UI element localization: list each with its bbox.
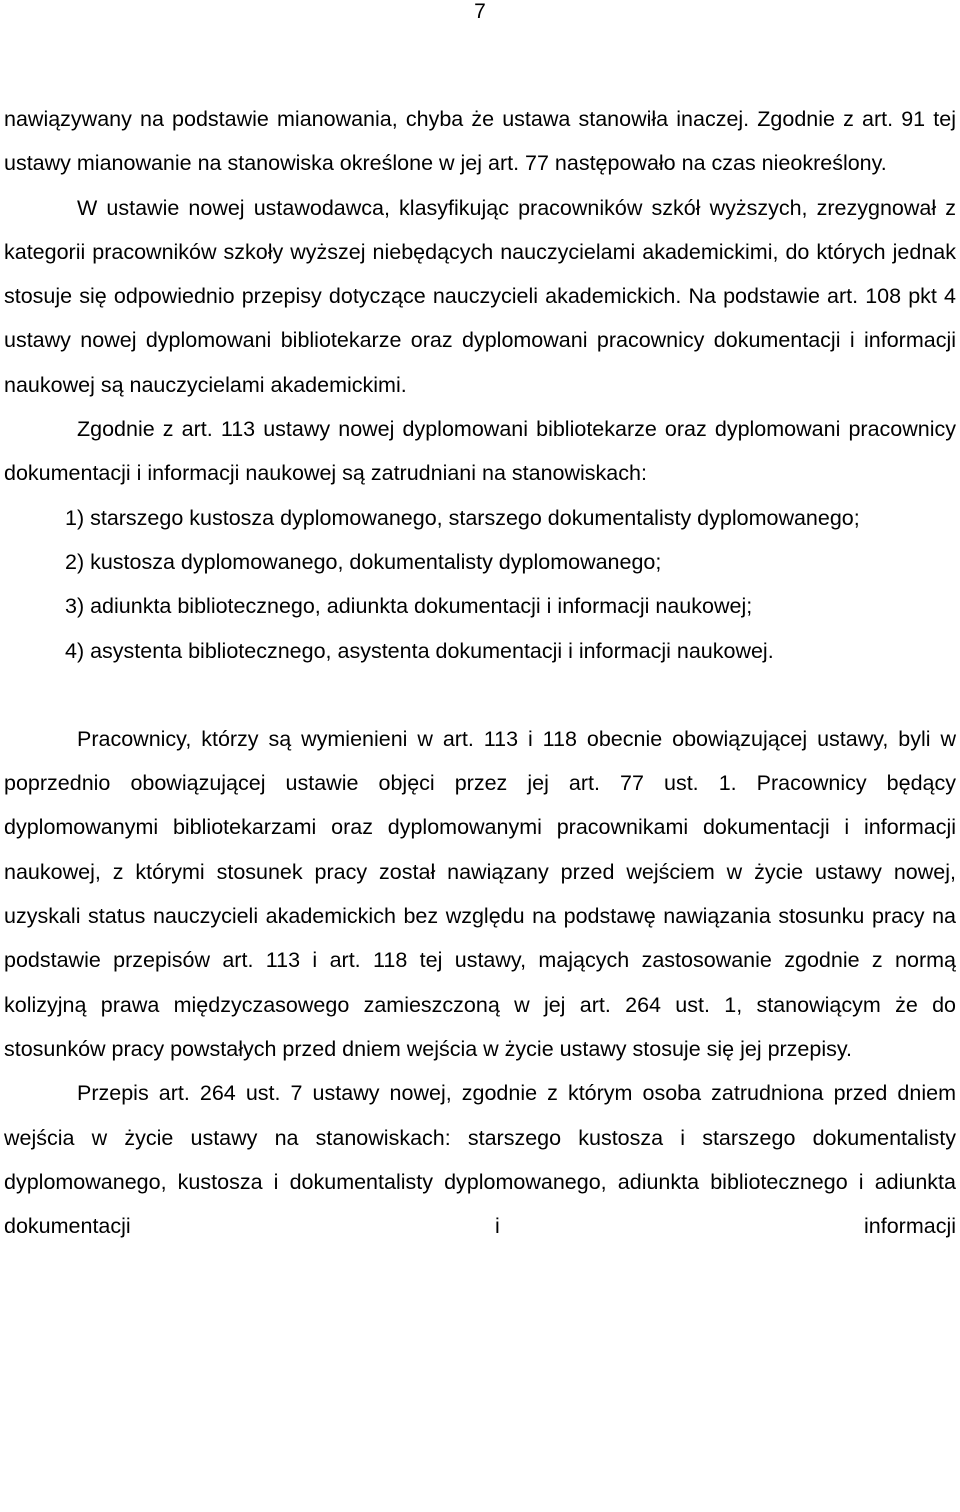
list-item-2: 2) kustosza dyplomowanego, dokumentalisty dyplomowanego; <box>65 549 662 574</box>
paragraph-art-113: Zgodnie z art. 113 ustawy nowej dyplomowani bibliotekarze oraz dyplomowani pracownicy dokumentacji i informacji naukowej są zatrudniani na stanowiskach: <box>4 417 956 486</box>
document-body <box>4 97 956 1248</box>
list-item-4: 4) asystenta bibliotecznego, asystenta dokumentacji i informacji naukowej. <box>65 638 774 663</box>
list-item-3: 3) adiunkta bibliotecznego, adiunkta dokumentacji i informacji naukowej; <box>65 594 753 619</box>
page-number: 7 <box>474 0 486 23</box>
paragraph-new-law: W ustawie nowej ustawodawca, klasyfikując pracowników szkół wyższych, zrezygnował z kategorii pracowników szkoły wyższej niebędących nauczycielami akademickimi, do których jednak stosuje się odpowiednio przepisy dotyczące nauczycieli akademickich. Na podstawie art. 108 pkt 4 ustawy nowej dyplomowani bibliotekarze oraz dyplomowani pracownicy dokumentacji i informacji naukowej są nauczycielami akademickimi. <box>4 195 956 397</box>
paragraph-art-264: Przepis art. 264 ust. 7 ustawy nowej, zgodnie z którym osoba zatrudniona przed dniem wejścia w życie ustawy na stanowiskach: starszego kustosza i starszego dokumentalisty dyplomowanego, kustosza i dokumentalisty dyplomowanego, adiunkta bibliotecznego i adiunkta dokumentacji i informacji <box>4 1081 956 1239</box>
paragraph-employees-status: Pracownicy, którzy są wymienieni w art. 113 i 118 obecnie obowiązującej ustawy, byli w poprzednio obowiązującej ustawie objęci przez jej art. 77 ust. 1. Pracownicy będący dyplomowanymi bibliotekarzami oraz dyplomowanymi pracownikami dokumentacji i informacji naukowej, z którymi stosunek pracy został nawiązany przed wejściem w życie ustawy nowej, uzyskali status nauczycieli akademickich bez względu na podstawę nawiązania stosunku pracy na podstawie przepisów art. 113 i art. 118 tej ustawy, mających zastosowanie zgodnie z normą kolizyjną prawa międzyczasowego zamieszczoną w jej art. 264 ust. 1, stanowiącym że do stosunków pracy powstałych przed dniem wejścia w życie ustawy stosuje się jej przepisy. <box>4 726 956 1061</box>
paragraph-gap <box>4 673 956 717</box>
list-item-1: 1) starszego kustosza dyplomowanego, starszego dokumentalisty dyplomowanego; <box>65 505 860 530</box>
paragraph-continuation: nawiązywany na podstawie mianowania, chyba że ustawa stanowiła inaczej. Zgodnie z art. 91 tej ustawy mianowanie na stanowiska określone w jej art. 77 następowało na czas nieokreślony. <box>4 107 956 176</box>
